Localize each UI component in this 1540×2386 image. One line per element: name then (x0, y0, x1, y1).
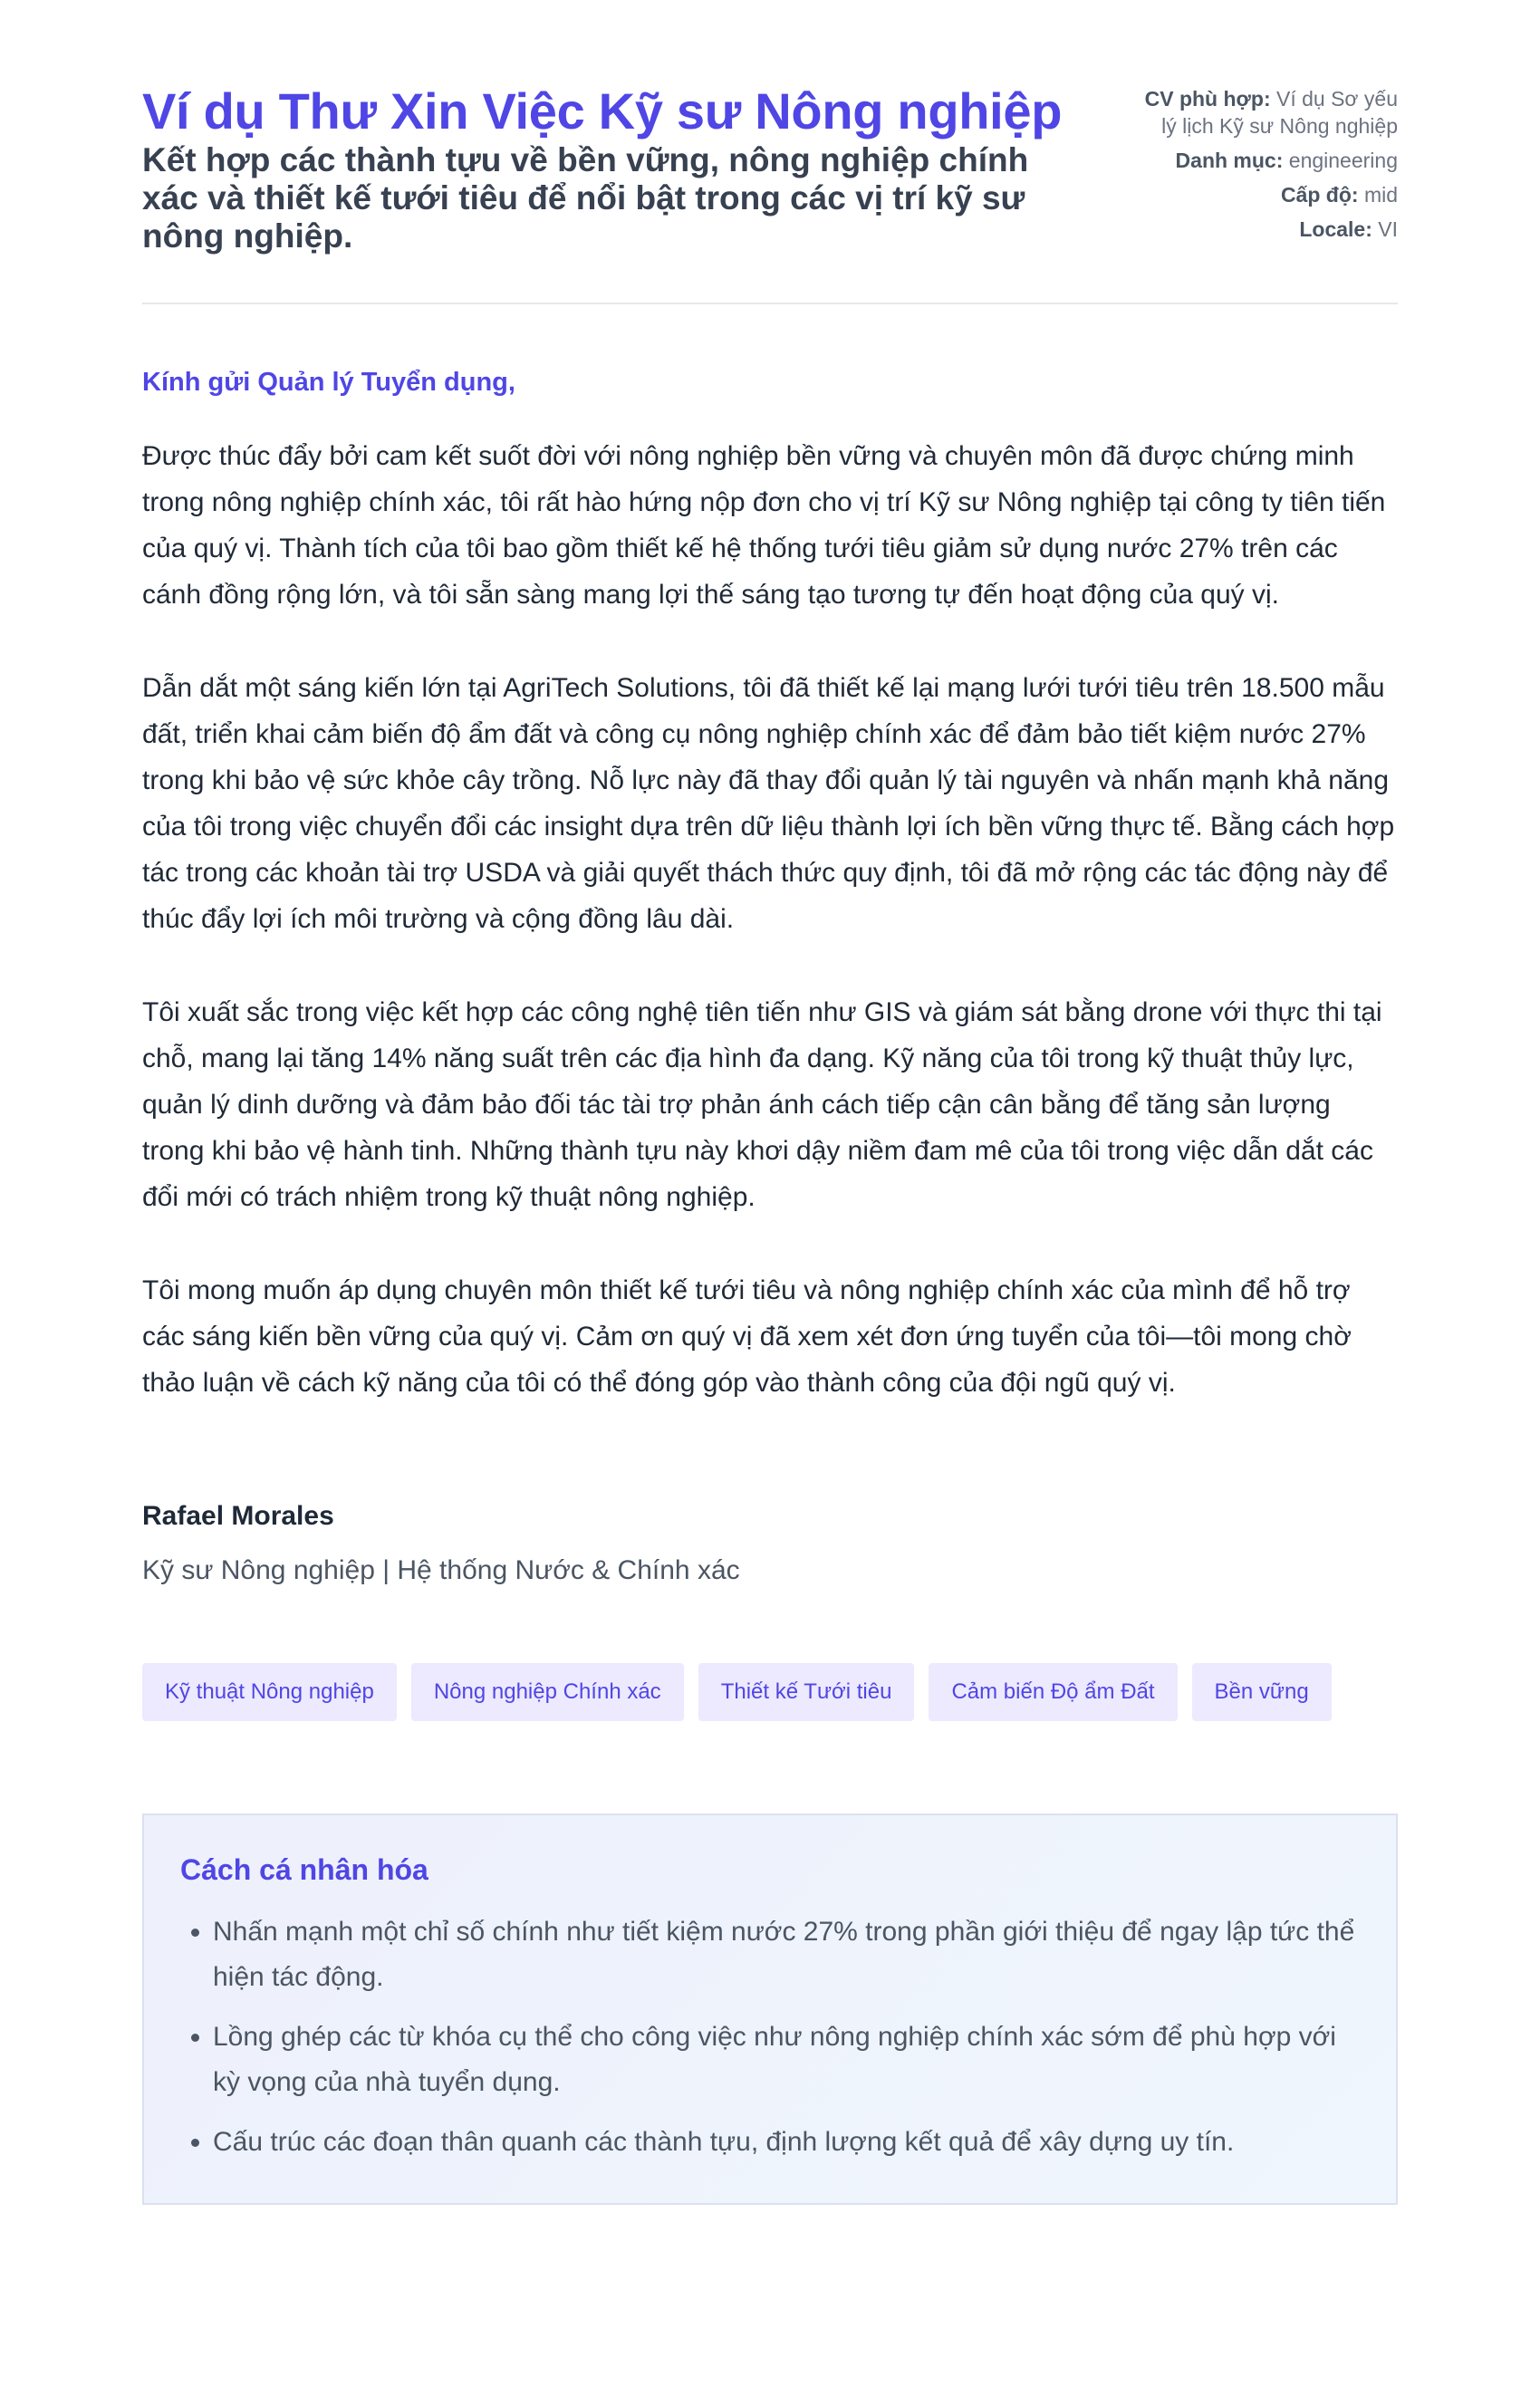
tag-chip[interactable]: Nông nghiệp Chính xác (411, 1663, 684, 1721)
meta-panel (1126, 82, 1398, 250)
letter-paragraph: Tôi mong muốn áp dụng chuyên môn thiết kế tưới tiêu và nông nghiệp chính xác của mình để hỗ trợ các sáng kiến bền vững của quý vị. Cảm ơn quý vị đã xem xét đơn ứng tuyển của tôi—tôi mong chờ thảo luận về cách kỹ năng của tôi có thể đóng góp vào thành công của đội ngũ quý vị. (142, 1275, 1352, 1398)
signature-name: Rafael Morales (142, 1501, 334, 1531)
meta-locale-value: VI (1378, 217, 1398, 241)
signature-title: Kỹ sư Nông nghiệp | Hệ thống Nước & Chính xác (142, 1555, 740, 1585)
letter-paragraph: Tôi xuất sắc trong việc kết hợp các công nghệ tiên tiến như GIS và giám sát bằng drone với thực thi tại chỗ, mang lại tăng 14% năng suất trên các địa hình đa dạng. Kỹ năng của tôi trong kỹ thuật thủy lực, quản lý dinh dưỡng và đảm bảo đối tác tài trợ phản ánh cách tiếp cận cân bằng để tăng sản lượng trong khi bảo vệ hành tinh. Những thành tựu này khơi dậy niềm đam mê của tôi trong việc dẫn dắt các đổi mới có trách nhiệm trong kỹ thuật nông nghiệp. (142, 997, 1382, 1212)
page-title: Ví dụ Thư Xin Việc Kỹ sư Nông nghiệp (142, 82, 1063, 140)
tips-list (180, 1910, 1360, 2165)
meta-locale (1126, 216, 1398, 243)
tag-chip[interactable]: Kỹ thuật Nông nghiệp (142, 1663, 397, 1721)
tip-item: • Cấu trúc các đoạn thân quanh các thành tựu, định lượng kết quả để xây dựng uy tín. (213, 2120, 1360, 2165)
tip-item: • Lồng ghép các từ khóa cụ thể cho công việc như nông nghiệp chính xác sớm để phù hợp với kỳ vọng của nhà tuyển dụng. (213, 2015, 1360, 2105)
tips-title: Cách cá nhân hóa (180, 1853, 428, 1886)
meta-level-value: mid (1363, 183, 1398, 207)
meta-cv (1126, 85, 1398, 140)
meta-category-label: Danh mục: (1175, 149, 1284, 172)
letter-body (142, 304, 1398, 1589)
tag-list (142, 1663, 1398, 1721)
personalization-tips-box (142, 1814, 1398, 2205)
cover-letter-page (142, 0, 1398, 2205)
meta-category (1126, 147, 1398, 174)
page-subtitle: Kết hợp các thành tựu về bền vững, nông nghiệp chính xác và thiết kế tưới tiêu để nổi bật trong các vị trí kỹ sư nông nghiệp. (142, 141, 1029, 255)
letter-greeting: Kính gửi Quản lý Tuyển dụng, (142, 368, 515, 397)
tag-chip[interactable]: Thiết kế Tưới tiêu (698, 1663, 915, 1721)
page-header (142, 82, 1398, 304)
meta-cv-value[interactable]: Ví dụ Sơ yếu lý lịch Kỹ sư Nông nghiệp (1161, 87, 1398, 138)
meta-level (1126, 181, 1398, 208)
header-left (142, 82, 1084, 255)
letter-paragraph: Được thúc đẩy bởi cam kết suốt đời với nông nghiệp bền vững và chuyên môn đã được chứng minh trong nông nghiệp chính xác, tôi rất hào hứng nộp đơn cho vị trí Kỹ sư Nông nghiệp tại công ty tiên tiến của quý vị. Thành tích của tôi bao gồm thiết kế hệ thống tưới tiêu giảm sử dụng nước 27% trên các cánh đồng rộng lớn, và tôi sẵn sàng mang lợi thế sáng tạo tương tự đến hoạt động của quý vị. (142, 441, 1386, 610)
meta-locale-label: Locale: (1299, 217, 1372, 241)
meta-cv-label: CV phù hợp: (1144, 87, 1271, 111)
signature-block (142, 1498, 1398, 1589)
meta-level-label: Cấp độ: (1280, 183, 1359, 207)
tag-chip[interactable]: Bền vững (1192, 1663, 1332, 1721)
tag-chip[interactable]: Cảm biến Độ ẩm Đất (929, 1663, 1177, 1721)
letter-paragraph: Dẫn dắt một sáng kiến lớn tại AgriTech Solutions, tôi đã thiết kế lại mạng lưới tưới tiêu trên 18.500 mẫu đất, triển khai cảm biến độ ẩm đất và công cụ nông nghiệp chính xác để đảm bảo tiết kiệm nước 27% trong khi bảo vệ sức khỏe cây trồng. Nỗ lực này đã thay đổi quản lý tài nguyên và nhấn mạnh khả năng của tôi trong việc chuyển đổi các insight dựa trên dữ liệu thành lợi ích bền vững thực tế. Bằng cách hợp tác trong các khoản tài trợ USDA và giải quyết thách thức quy định, tôi đã mở rộng các tác động này để thúc đẩy lợi ích môi trường và cộng đồng lâu dài. (142, 673, 1395, 934)
tip-item: • Nhấn mạnh một chỉ số chính như tiết kiệm nước 27% trong phần giới thiệu để ngay lập tức thể hiện tác động. (213, 1910, 1360, 2000)
meta-category-value: engineering (1288, 149, 1398, 172)
